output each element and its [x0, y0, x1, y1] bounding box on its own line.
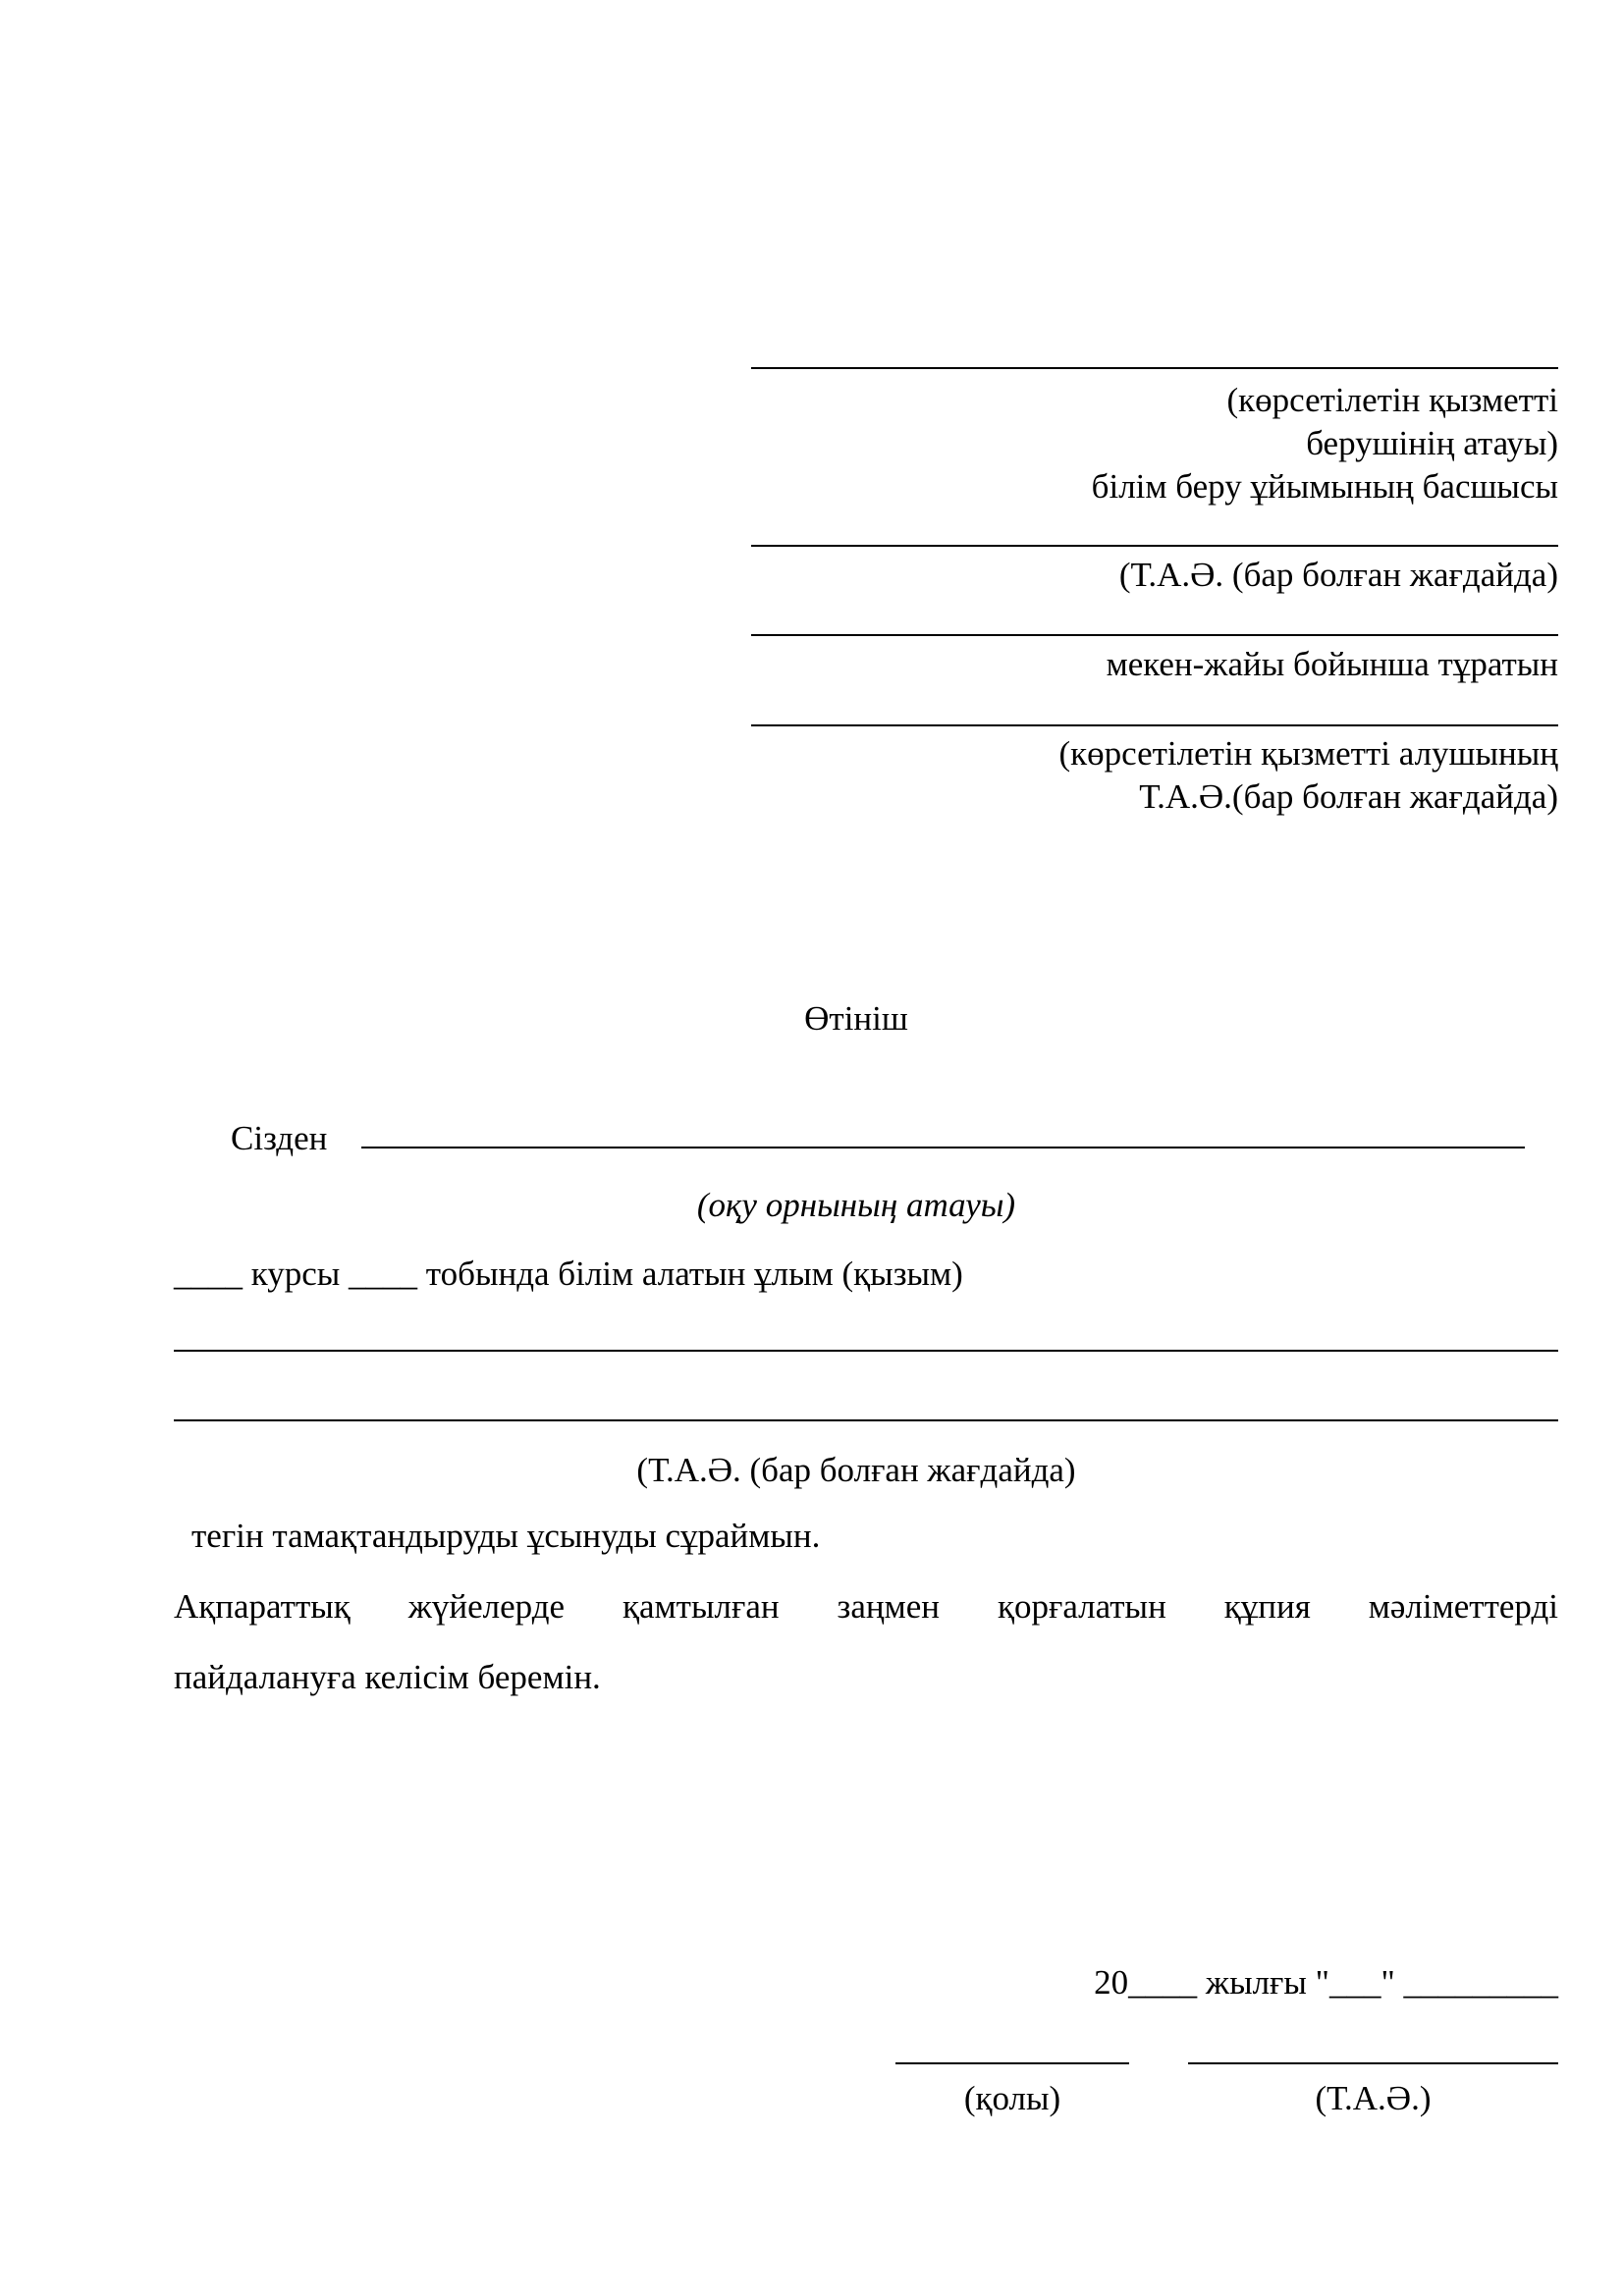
recipient-caption-2: Т.А.Ә.(бар болған жағдайда)	[1139, 777, 1558, 816]
from-label: Сізден	[231, 1119, 328, 1157]
provider-caption-1: (көрсетілетін қызметті	[1226, 381, 1558, 419]
signer-name-caption: (Т.А.Ә.)	[1315, 2079, 1432, 2117]
head-name-line	[751, 545, 1558, 547]
provider-name-line	[751, 367, 1558, 369]
course-line: ____ курсы ____ тобында білім алатын ұлым (қызым)	[174, 1255, 963, 1293]
provider-caption-2: берушінің атауы)	[1306, 424, 1558, 462]
consent-text-line-2: пайдалануға келісім беремін.	[174, 1658, 601, 1696]
child-name-caption: (Т.А.Ә. (бар болған жағдайда)	[636, 1451, 1076, 1489]
consent-text-line-1: Ақпараттық жүйелерде қамтылған заңмен қорғалатын құпия мәліметтерді	[174, 1587, 1558, 1626]
applicant-name-line	[751, 634, 1558, 636]
recipient-caption-1: (көрсетілетін қызметті алушының	[1058, 734, 1558, 773]
address-line	[751, 724, 1558, 726]
request-text: тегін тамақтандыруды ұсынуды сұраймын.	[191, 1517, 821, 1555]
institution-caption: (оқу орнының атауы)	[696, 1186, 1016, 1224]
child-name-line-1	[174, 1350, 1558, 1352]
head-title: білім беру ұйымының басшысы	[1091, 467, 1558, 506]
resides-at-label: мекен-жайы бойынша тұратын	[1106, 645, 1558, 683]
institution-line	[361, 1147, 1525, 1148]
document-title: Өтініш	[804, 999, 908, 1038]
head-name-caption: (Т.А.Ә. (бар болған жағдайда)	[1118, 556, 1558, 594]
signature-line	[895, 2062, 1129, 2064]
signature-caption: (қолы)	[963, 2079, 1061, 2117]
child-name-line-2	[174, 1419, 1558, 1421]
signer-name-line	[1188, 2062, 1558, 2064]
date-line: 20____ жылғы "___" _________	[1094, 1963, 1558, 2002]
